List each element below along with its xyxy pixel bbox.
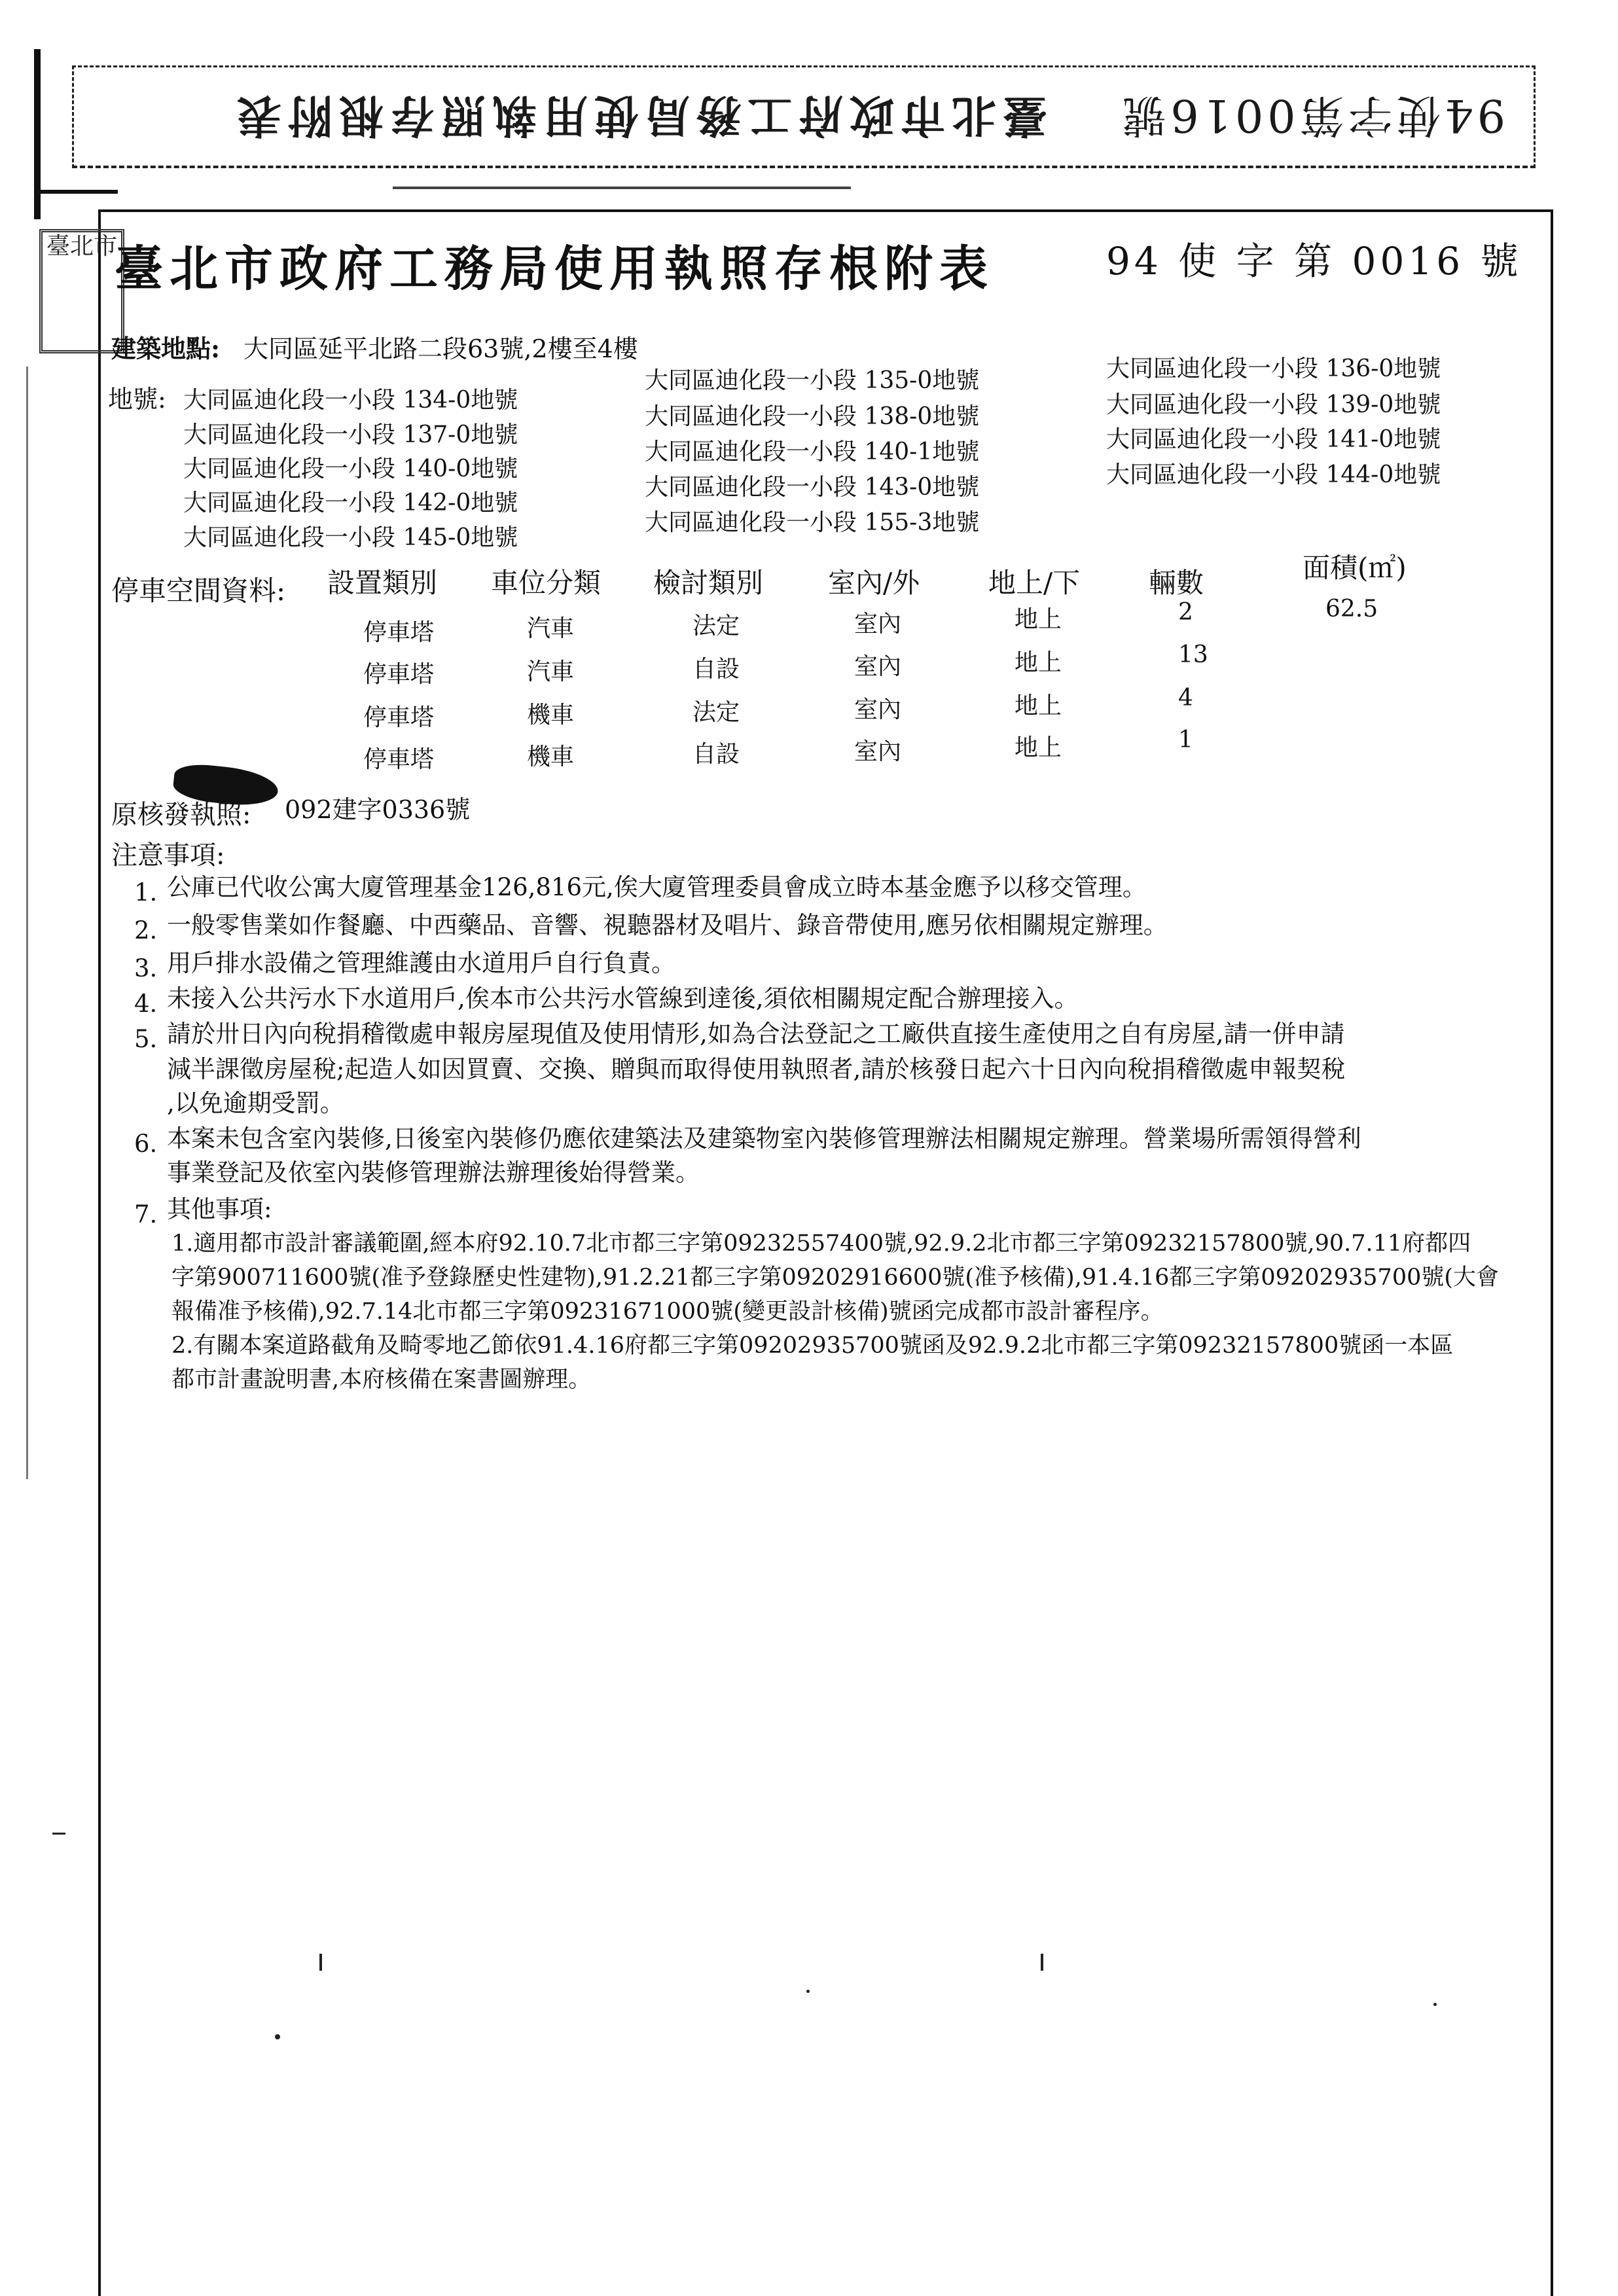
parking-cell: 法定 [692, 613, 740, 639]
scan-speck [275, 2034, 280, 2039]
parking-cell: 自設 [692, 741, 740, 768]
note-line: 減半課徵房屋稅;起造人如因買賣、交換、贈與而取得使用執照者,請於核發日起六十日內向稅捐稽徵處申報契稅 [167, 1055, 1346, 1083]
parking-cell: 地上 [1015, 649, 1062, 676]
lot-item: 大同區迪化段一小段 145-0地號 [183, 524, 518, 551]
note-number: 6. [134, 1130, 158, 1158]
parking-cell: 停車塔 [363, 661, 435, 688]
parking-cell: 室內 [854, 653, 902, 680]
parking-cell: 地上 [1015, 606, 1062, 633]
lot-item: 大同區迪化段一小段 144-0地號 [1106, 461, 1441, 488]
parking-header: 檢討類別 [653, 567, 764, 599]
page-title: 臺北市政府工務局使用執照存根附表 [115, 241, 994, 297]
seal-stamp: 臺北市 [39, 229, 124, 353]
note-line: 公庫已代收公寓大廈管理基金126,816元,俟大廈管理委員會成立時本基金應予以移交管理。 [167, 873, 1147, 901]
other-matters-line: 2.有關本案道路截角及畸零地乙節依91.4.16府都三字第09202935700號函及92.9.2北市都三字第09232157800號函一本區 [171, 1333, 1454, 1359]
parking-header: 車位分類 [491, 567, 602, 599]
note-line: 請於卅日內向稅捐稽徵處申報房屋現值及使用情形,如為合法登記之工廠供直接生產使用之自有房屋,請一併申請 [167, 1020, 1345, 1048]
note-number: 1. [134, 878, 158, 906]
parking-cell: 62.5 [1325, 596, 1378, 622]
lot-item: 大同區迪化段一小段 140-0地號 [183, 456, 518, 482]
scan-speck [1433, 2003, 1437, 2006]
other-matters-line: 1.適用都市設計審議範圍,經本府92.10.7北市都三字第09232557400號,92.9.2北市都三字第09232157800號,90.7.11府都四 [171, 1230, 1471, 1257]
parking-cell: 室內 [854, 611, 902, 637]
parking-cell: 2 [1178, 599, 1193, 626]
lots-label: 地號: [108, 385, 166, 414]
note-line: 用戶排水設備之管理維護由水道用戶自行負責。 [167, 949, 675, 977]
note-number: 3. [134, 954, 158, 982]
scan-speck [806, 1990, 810, 1993]
original-permit-label: 原核發執照: [111, 800, 251, 830]
parking-cell: 法定 [692, 699, 740, 726]
parking-cell: 自設 [692, 656, 740, 683]
scan-mark-2 [393, 187, 851, 189]
note-line: 其他事項: [167, 1195, 272, 1223]
parking-label: 停車空間資料: [111, 575, 286, 607]
lot-item: 大同區迪化段一小段 139-0地號 [1106, 391, 1441, 418]
scan-speck [1041, 1954, 1043, 1971]
parking-cell: 汽車 [527, 615, 575, 642]
site-value: 大同區延平北路二段63號,2樓至4樓 [243, 334, 638, 363]
lot-item: 大同區迪化段一小段 143-0地號 [645, 474, 980, 501]
parking-cell: 室內 [854, 696, 902, 723]
lot-item: 大同區迪化段一小段 155-3地號 [645, 509, 980, 536]
lot-item: 大同區迪化段一小段 137-0地號 [183, 422, 518, 448]
parking-header: 設置類別 [327, 567, 438, 599]
parking-cell: 地上 [1015, 734, 1062, 761]
note-line: 事業登記及依室內裝修管理辦法辦理後始得營業。 [167, 1158, 700, 1187]
parking-cell: 機車 [527, 702, 575, 728]
parking-cell: 停車塔 [363, 704, 435, 731]
mirrored-header-title: 臺北市政府工務局使用執照存根附表 [230, 89, 1047, 141]
site-label: 建築地點: [111, 334, 221, 363]
lot-item: 大同區迪化段一小段 134-0地號 [183, 387, 518, 414]
mirrored-header-number: 94使字第0016號 [1118, 89, 1505, 141]
parking-cell: 地上 [1015, 692, 1062, 719]
note-line: 未接入公共污水下水道用戶,俟本市公共污水管線到達後,須依相關規定配合辦理接入。 [167, 984, 1079, 1013]
note-line: ,以免逾期受罰。 [167, 1089, 344, 1117]
other-matters-line: 都市計畫說明書,本府核備在案書圖辦理。 [171, 1367, 592, 1393]
scan-speck [319, 1954, 322, 1971]
parking-cell: 停車塔 [363, 619, 435, 646]
other-matters-line: 報備准予核備),92.7.14北市都三字第09231671000號(變更設計核備)號函完成都市設計審程序。 [171, 1299, 1164, 1325]
other-matters-line: 字第900711600號(准予登錄歷史性建物),91.2.21都三字第09202916600號(准予核備),91.4.16都三字第09202935700號(大會 [171, 1265, 1500, 1291]
scan-edge-left [34, 49, 41, 219]
parking-cell: 13 [1178, 641, 1208, 668]
note-line: 一般零售業如作餐廳、中西藥品、音響、視聽器材及唱片、錄音帶使用,應另依相關規定辦理。 [167, 911, 1168, 939]
scan-speck [52, 1833, 65, 1835]
note-number: 2. [134, 916, 158, 944]
lot-item: 大同區迪化段一小段 140-1地號 [645, 439, 980, 465]
scan-edge-left-lower [26, 367, 28, 1479]
lot-item: 大同區迪化段一小段 142-0地號 [183, 490, 518, 516]
lot-item: 大同區迪化段一小段 135-0地號 [645, 367, 980, 394]
parking-cell: 1 [1178, 726, 1193, 753]
notes-label: 注意事項: [111, 840, 225, 870]
parking-cell: 停車塔 [363, 746, 435, 773]
parking-cell: 室內 [854, 738, 902, 765]
note-number: 5. [134, 1025, 158, 1053]
original-permit-value: 092建字0336號 [285, 795, 471, 824]
parking-cell: 4 [1178, 685, 1193, 711]
lot-item: 大同區迪化段一小段 138-0地號 [645, 403, 980, 430]
parking-header: 面積(㎡) [1303, 552, 1407, 584]
lot-item: 大同區迪化段一小段 136-0地號 [1106, 355, 1441, 382]
note-number: 4. [134, 990, 158, 1018]
parking-header: 地上/下 [988, 567, 1081, 599]
parking-cell: 汽車 [527, 658, 575, 685]
lot-item: 大同區迪化段一小段 141-0地號 [1106, 426, 1441, 453]
permit-number: 94 使 字 第 0016 號 [1106, 239, 1522, 283]
parking-header: 室內/外 [828, 567, 920, 599]
note-number: 7. [134, 1200, 158, 1229]
parking-cell: 機車 [527, 744, 575, 770]
parking-header: 輛數 [1149, 567, 1204, 599]
scan-mark [39, 190, 118, 194]
note-line: 本案未包含室內裝修,日後室內裝修仍應依建築法及建築物室內裝修管理辦法相關規定辦理。營業場所需領得營利 [167, 1124, 1361, 1153]
